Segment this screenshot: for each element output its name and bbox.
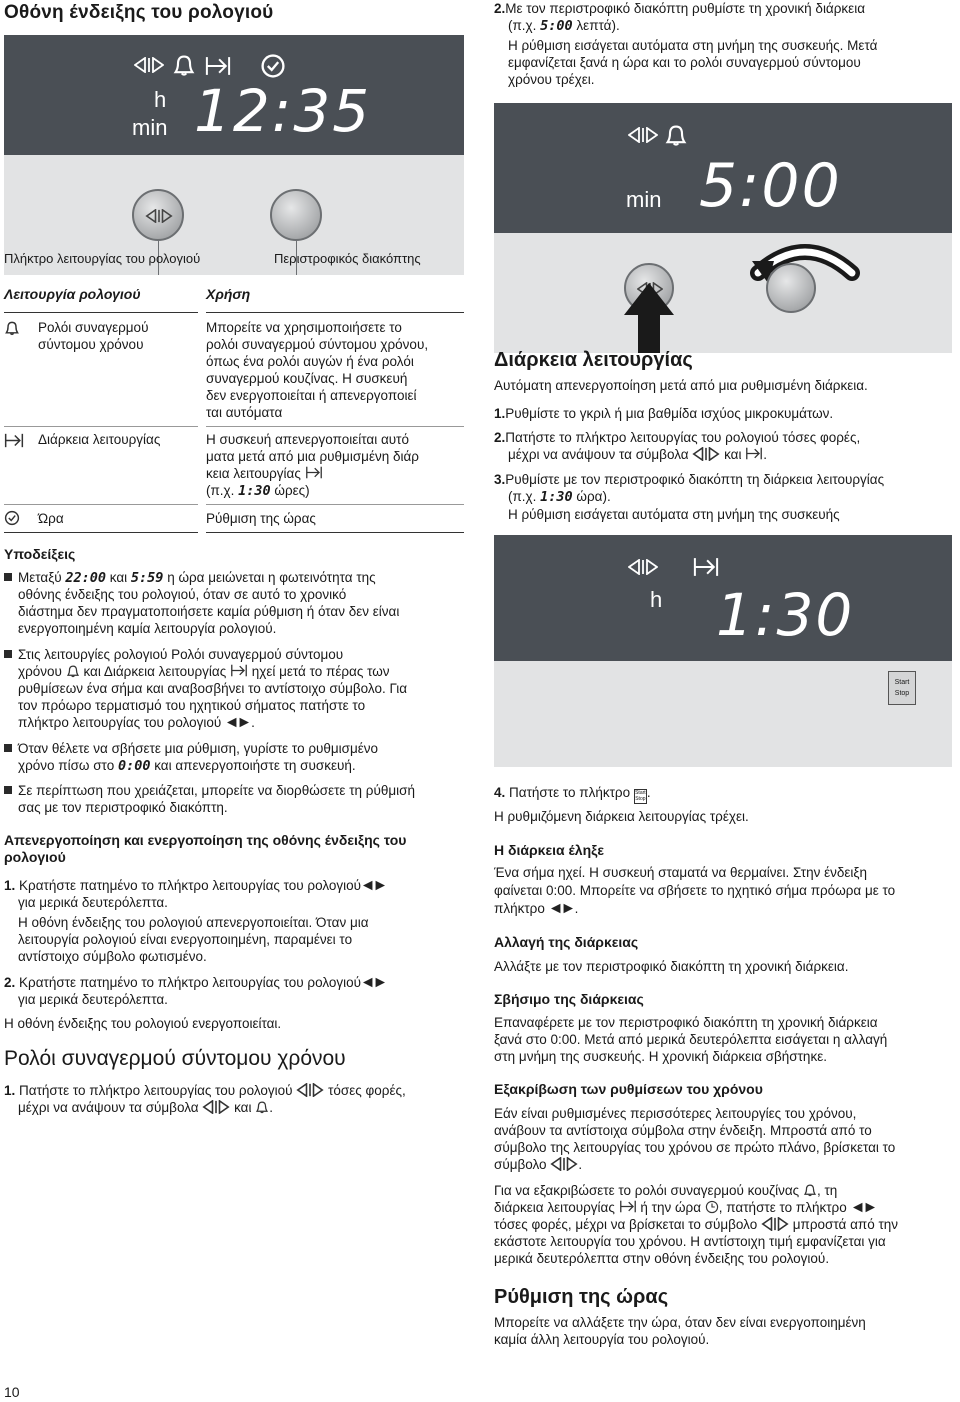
duration-step-3-line: (π.χ. 1:30 ώρα). xyxy=(508,489,611,505)
duration-icon xyxy=(4,433,24,448)
duration-icon xyxy=(204,56,232,76)
duration-icon xyxy=(230,664,248,677)
verify-text-2: Για να εξακριβώσετε το ρολόι συναγερμού κουζίνας , τη xyxy=(494,1183,838,1198)
duration-step-4: 4. Πατήστε το πλήκτρο Start Stop. xyxy=(494,785,651,802)
delete-text: στη μνήμη της συσκευής. Η χρονική διάρκεια σβήστηκε. xyxy=(494,1049,827,1064)
duration-step-4-result: Η ρυθμιζόμενη διάρκεια λειτουργίας τρέχει. xyxy=(494,809,749,824)
alarm-step-2-line: Η ρύθμιση εισάγεται αυτόματα στη μνήμη της συσκευής. Μετά xyxy=(508,38,878,53)
hint-1-line: ενεργοποιημένη καμία λειτουργία ρολογιού. xyxy=(18,621,277,636)
hint-1-line: οθόνης ένδειξης του ρολογιού, όταν σε αυτό το χρονικό xyxy=(18,587,347,602)
table-row-use: δεν ενεργοποιείται ή απενεργοποιεί xyxy=(206,388,417,403)
alarm-step-2: 2.Με τον περιστροφικό διακόπτη ρυθμίστε τη χρονική διάρκεια xyxy=(494,1,865,16)
display-h-label: h xyxy=(650,587,663,612)
duration-step-1: 1.Ρυθμίστε το γκριλ ή μια βαθμίδα ισχύος μικροκυμάτων. xyxy=(494,406,834,421)
clock-key-icon xyxy=(361,880,387,891)
onoff-title: Απενεργοποίηση και ενεργοποίηση της οθόνης ένδειξης του xyxy=(4,832,407,848)
bell-icon xyxy=(4,320,20,336)
alarm-step-2-line: χρόνου τρέχει. xyxy=(508,72,595,87)
expired-text: Ένα σήμα ηχεί. Η συσκευή σταματά να θερμαίνει. Στην ένδειξη xyxy=(494,865,867,880)
hint-3: Όταν θέλετε να σβήσετε μια ρύθμιση, γυρίστε το ρυθμισμένο xyxy=(4,740,378,757)
arrows-icon xyxy=(202,1100,230,1114)
table-row-name-cont: σύντομου χρόνου xyxy=(38,337,144,352)
verify-text: ανάβουν τα αντίστοιχα σύμβολα στην ένδειξη. Μπροστά από το xyxy=(494,1123,872,1138)
verify-text-2: μερικά δευτερόλεπτα στην οθόνη ένδειξης του ρολογιού. xyxy=(494,1251,830,1266)
arrows-icon xyxy=(296,1083,324,1097)
time-text: καμία άλλη λειτουργία του ρολογιού. xyxy=(494,1332,710,1347)
display-min-label: min xyxy=(626,187,662,212)
verify-text: σύμβολο της λειτουργίας του χρόνου σε πρώτο πλάνο, βρίσκεται το xyxy=(494,1140,896,1155)
duration-icon xyxy=(305,466,323,479)
onoff-step-1: 1. Κρατήστε πατημένο το πλήκτρο λειτουργίας του ρολογιού xyxy=(4,877,387,894)
hint-2-line: τον πρόωρο τερματισμό του ηχητικού σήματος πατήστε το xyxy=(18,698,366,713)
display-min-label: min xyxy=(132,115,168,140)
onoff-step-2: 2. Κρατήστε πατημένο το πλήκτρο λειτουργίας του ρολογιού xyxy=(4,974,387,991)
hint-4-line: σας με τον περιστροφικό διακόπτη. xyxy=(18,800,228,815)
clock-key-icon xyxy=(549,903,575,914)
press-arrow-icon xyxy=(622,281,676,353)
duration-step-2-line: μέχρι να ανάψουν τα σύμβολα και . xyxy=(508,447,768,462)
expired-text: πλήκτρο . xyxy=(494,901,579,916)
arrows-icon xyxy=(761,1217,789,1231)
onoff-result: Η οθόνη ένδειξης του ρολογιού ενεργοποιείται. xyxy=(4,1016,282,1031)
hint-1: Μεταξύ 22:00 και 5:59 η ώρα μειώνεται η φωτεινότητα της xyxy=(4,569,464,587)
display-time: 5:00 xyxy=(699,151,842,221)
arrows-icon xyxy=(550,1157,578,1171)
bell-icon xyxy=(255,1100,269,1114)
stop-label: Stop xyxy=(894,690,910,697)
table-row-use: όπως ένα ρολόι αυγών ή ένα ρολόι xyxy=(206,354,414,369)
table-row-use: κεια λειτουργίας xyxy=(206,465,323,482)
start-stop-button[interactable] xyxy=(888,671,916,705)
delete-title: Σβήσιμο της διάρκειας xyxy=(494,991,644,1007)
hint-2-line: πλήκτρο λειτουργίας του ρολογιού . xyxy=(18,715,255,730)
rotary-label: Περιστροφικός διακόπτης xyxy=(274,251,421,266)
table-row-use: συναγερμού κουζίνας. Η συσκευή xyxy=(206,371,408,386)
arrows-icon xyxy=(145,209,173,223)
clock-key-icon xyxy=(225,717,251,728)
alarm-step-2-line: εμφανίζεται ξανά η ώρα και το ρολόι συναγερμού σύντομου xyxy=(508,55,861,70)
duration-icon xyxy=(745,447,763,460)
verify-text: Εάν είναι ρυθμισμένες περισσότερες λειτουργίες του χρόνου, xyxy=(494,1106,857,1121)
table-row-name: Ώρα xyxy=(38,511,64,526)
hint-1-line: διάστημα δεν πραγματοποιήσετε καμία ρύθμιση ή όταν δεν είναι xyxy=(18,604,400,619)
table-row-use: ματα μετά από μια ρυθμισμένη διάρ xyxy=(206,449,419,464)
table-row-use: ται αυτόματα xyxy=(206,405,283,420)
hint-2: Στις λειτουργίες ρολογιού Ρολόι συναγερμού σύντομου xyxy=(4,646,343,663)
table-row-name: Ρολόι συναγερμού xyxy=(38,320,149,335)
clock-key-icon xyxy=(361,977,387,988)
display-time: 12:35 xyxy=(194,77,372,145)
table-row-use: Μπορείτε να χρησιμοποιήσετε το xyxy=(206,320,402,335)
change-text: Αλλάξτε με τον περιστροφικό διακόπτη τη χρονική διάρκεια. xyxy=(494,959,849,974)
onoff-step-line: Η οθόνη ένδειξης του ρολογιού απενεργοποιείται. Όταν μια xyxy=(18,915,369,930)
hint-4: Σε περίπτωση που χρειάζεται, μπορείτε να διορθώσετε τη ρύθμισή xyxy=(4,782,415,799)
expired-text: φαίνεται 0:00. Μπορείτε να σβήσετε το ηχητικό σήμα πρόωρα με το xyxy=(494,883,896,898)
delete-text: ξανά στο 0:00. Μετά από μερικά δευτερόλεπτα εισάγεται η αλλαγή xyxy=(494,1032,888,1047)
hints-title: Υποδείξεις xyxy=(4,546,76,562)
arrows-icon xyxy=(628,127,658,143)
verify-text-2: διάρκεια λειτουργίας ή την ώρα , πατήστε το πλήκτρο xyxy=(494,1199,877,1216)
arrows-icon xyxy=(692,447,720,461)
display-illustration-alarm xyxy=(494,103,952,353)
table-header-use: Χρήση xyxy=(206,286,251,302)
table-row-use: ρολόι συναγερμού σύντομου χρόνου, xyxy=(206,337,429,352)
bell-icon xyxy=(66,664,80,678)
rotary-knob[interactable] xyxy=(766,263,816,313)
clock-key-icon xyxy=(851,1202,877,1213)
table-row-use: (π.χ. 1:30 ώρες) xyxy=(206,483,310,499)
alarm-step-1: 1. Πατήστε το πλήκτρο λειτουργίας του ρολογιού τόσες φορές, xyxy=(4,1083,406,1098)
bell-icon xyxy=(664,123,688,147)
clock-function-knob[interactable] xyxy=(132,189,184,241)
hint-2-line: ρυθμίσεων ένα σήμα και αναβοσβήνει το αντίστοιχο σύμβολο. Για xyxy=(18,681,408,696)
duration-title: Διάρκεια λειτουργίας xyxy=(494,349,693,371)
alarm-title: Ρολόι συναγερμού σύντομου χρόνου xyxy=(4,1047,346,1070)
verify-title: Εξακρίβωση των ρυθμίσεων του χρόνου xyxy=(494,1081,763,1097)
start-label: Start xyxy=(894,679,910,686)
display-h-label: h xyxy=(154,87,167,112)
control-panel-illustration xyxy=(4,35,464,275)
duration-icon xyxy=(619,1200,637,1213)
bell-icon xyxy=(803,1183,817,1197)
table-row-name: Διάρκεια λειτουργίας xyxy=(38,432,161,447)
duration-step-3: 3.Ρυθμίστε με τον περιστροφικό διακόπτη τη διάρκεια λειτουργίας xyxy=(494,472,885,487)
hint-3-line: χρόνο πίσω στο 0:00 και απενεργοποιήστε τη συσκευή. xyxy=(18,758,356,774)
verify-text: σύμβολο . xyxy=(494,1157,583,1172)
time-text: Μπορείτε να αλλάξετε την ώρα, όταν δεν είναι ενεργοποιημένη xyxy=(494,1315,866,1330)
time-title: Ρύθμιση της ώρας xyxy=(494,1286,669,1308)
onoff-title-cont: ρολογιού xyxy=(4,849,66,865)
bell-icon xyxy=(172,53,196,77)
start-stop-icon: Start Stop xyxy=(635,790,646,802)
table-header-function: Λειτουργία ρολογιού xyxy=(4,286,141,302)
verify-text-2: τόσες φορές, μέχρι να βρίσκεται το σύμβολο μπροστά από την xyxy=(494,1217,899,1232)
hint-2-line: χρόνου και Διάρκεια λειτουργίας ηχεί μετά το πέρας των xyxy=(18,664,390,679)
clock-icon xyxy=(4,510,20,526)
duration-step-3-line: Η ρύθμιση εισάγεται αυτόματα στη μνήμη της συσκευής xyxy=(508,507,840,522)
change-title: Αλλαγή της διάρκειας xyxy=(494,934,639,950)
alarm-step-2-line: (π.χ. 5:00 λεπτά). xyxy=(508,18,620,34)
table-row-use: Ρύθμιση της ώρας xyxy=(206,511,316,526)
onoff-step-line: αντίστοιχο σύμβολο φωτισμένο. xyxy=(18,949,207,964)
onoff-step-line: για μερικά δευτερόλεπτα. xyxy=(18,895,168,910)
onoff-step-line: για μερικά δευτερόλεπτα. xyxy=(18,992,168,1007)
page-title: Οθόνη ένδειξης του ρολογιού xyxy=(4,2,274,23)
clock-key-label: Πλήκτρο λειτουργίας του ρολογιού xyxy=(4,251,201,266)
delete-text: Επαναφέρετε με τον περιστροφικό διακόπτη τη χρονική διάρκεια xyxy=(494,1015,878,1030)
table-row-use: Η συσκευή απενεργοποιείται αυτό xyxy=(206,432,409,447)
onoff-step-line: λειτουργία ρολογιού είναι ενεργοποιημένη, παραμένει το xyxy=(18,932,353,947)
duration-icon xyxy=(692,557,720,577)
page-number: 10 xyxy=(4,1384,20,1400)
duration-intro: Αυτόματη απενεργοποίηση μετά από μια ρυθμισμένη διάρκεια. xyxy=(494,378,868,393)
display-time: 1:30 xyxy=(716,581,855,649)
arrows-icon xyxy=(628,559,658,575)
verify-text-2: εκάστοτε λειτουργία του χρόνου. Η αντίστοιχη τιμή εμφανίζεται για xyxy=(494,1234,886,1249)
expired-title: Η διάρκεια έληξε xyxy=(494,842,605,858)
display-illustration-duration xyxy=(494,535,952,767)
rotary-knob[interactable] xyxy=(270,189,322,241)
duration-step-2: 2.Πατήστε το πλήκτρο λειτουργίας του ρολογιού τόσες φορές, xyxy=(494,430,861,445)
clock-icon xyxy=(260,53,286,79)
clock-icon xyxy=(705,1200,719,1214)
arrows-icon xyxy=(134,57,164,73)
alarm-step-1-line: μέχρι να ανάψουν τα σύμβολα και . xyxy=(18,1100,274,1115)
